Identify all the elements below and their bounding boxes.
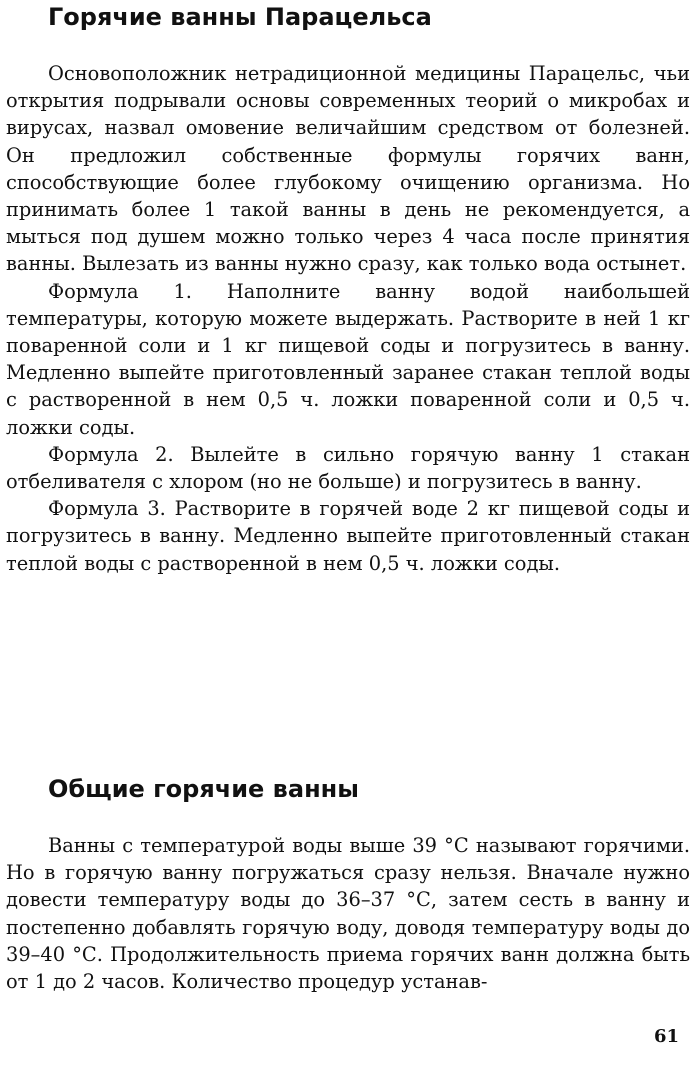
page-number: 61 bbox=[654, 1026, 680, 1047]
section-heading-paracelsus: Горячие ванны Парацельса bbox=[48, 3, 432, 31]
section-body-paracelsus bbox=[6, 60, 690, 577]
paragraph-formula-2: Формула 2. Вылейте в сильно горячую ванну 1 стакан отбеливателя с хлором (но не больше) и погрузитесь в ванну. bbox=[6, 442, 690, 494]
paragraph-formula-3: Формула 3. Растворите в горячей воде 2 кг пищевой соды и погрузитесь в ванну. Медленно выпейте приготовленный стакан теплой воды с растворенной в нем 0,5 ч. ложки соды. bbox=[6, 497, 690, 575]
section-heading-hot-baths: Общие горячие ванны bbox=[48, 775, 359, 803]
section-body-hot-baths bbox=[6, 832, 690, 995]
paragraph-hot-baths: Ванны с температурой воды выше 39 °С называют горячими. Но в горячую ванну погружаться сразу нельзя. Вначале нужно довести температуру воды до 36–37 °С, затем сесть в ванну и постепенно добавлять горячую воду, доводя температуру воды до 39–40 °С. Продолжительность приема горячих ванн должна быть от 1 до 2 часов. Количество процедур устанав- bbox=[6, 834, 690, 994]
paragraph-intro: Основоположник нетрадиционной медицины Парацельс, чьи открытия подрывали основы современных теорий о микробах и вирусах, назвал омовение величайшим средством от болезней. Он предложил собственные формулы горячих ванн, способствующие более глубокому очищению организма. Но принимать более 1 такой ванны в день не рекомендуется, а мыться под душем можно только через 4 часа после принятия ванны. Вылезать из ванны нужно сразу, как только вода остынет. bbox=[6, 62, 690, 276]
paragraph-formula-1: Формула 1. Наполните ванну водой наибольшей температуры, которую можете выдержать. Растворите в ней 1 кг поваренной соли и 1 кг пищевой соды и погрузитесь в ванну. Медленно выпейте приготовленный заранее стакан теплой воды с растворенной в нем 0,5 ч. ложки поваренной соли и 0,5 ч. ложки соды. bbox=[6, 279, 690, 439]
